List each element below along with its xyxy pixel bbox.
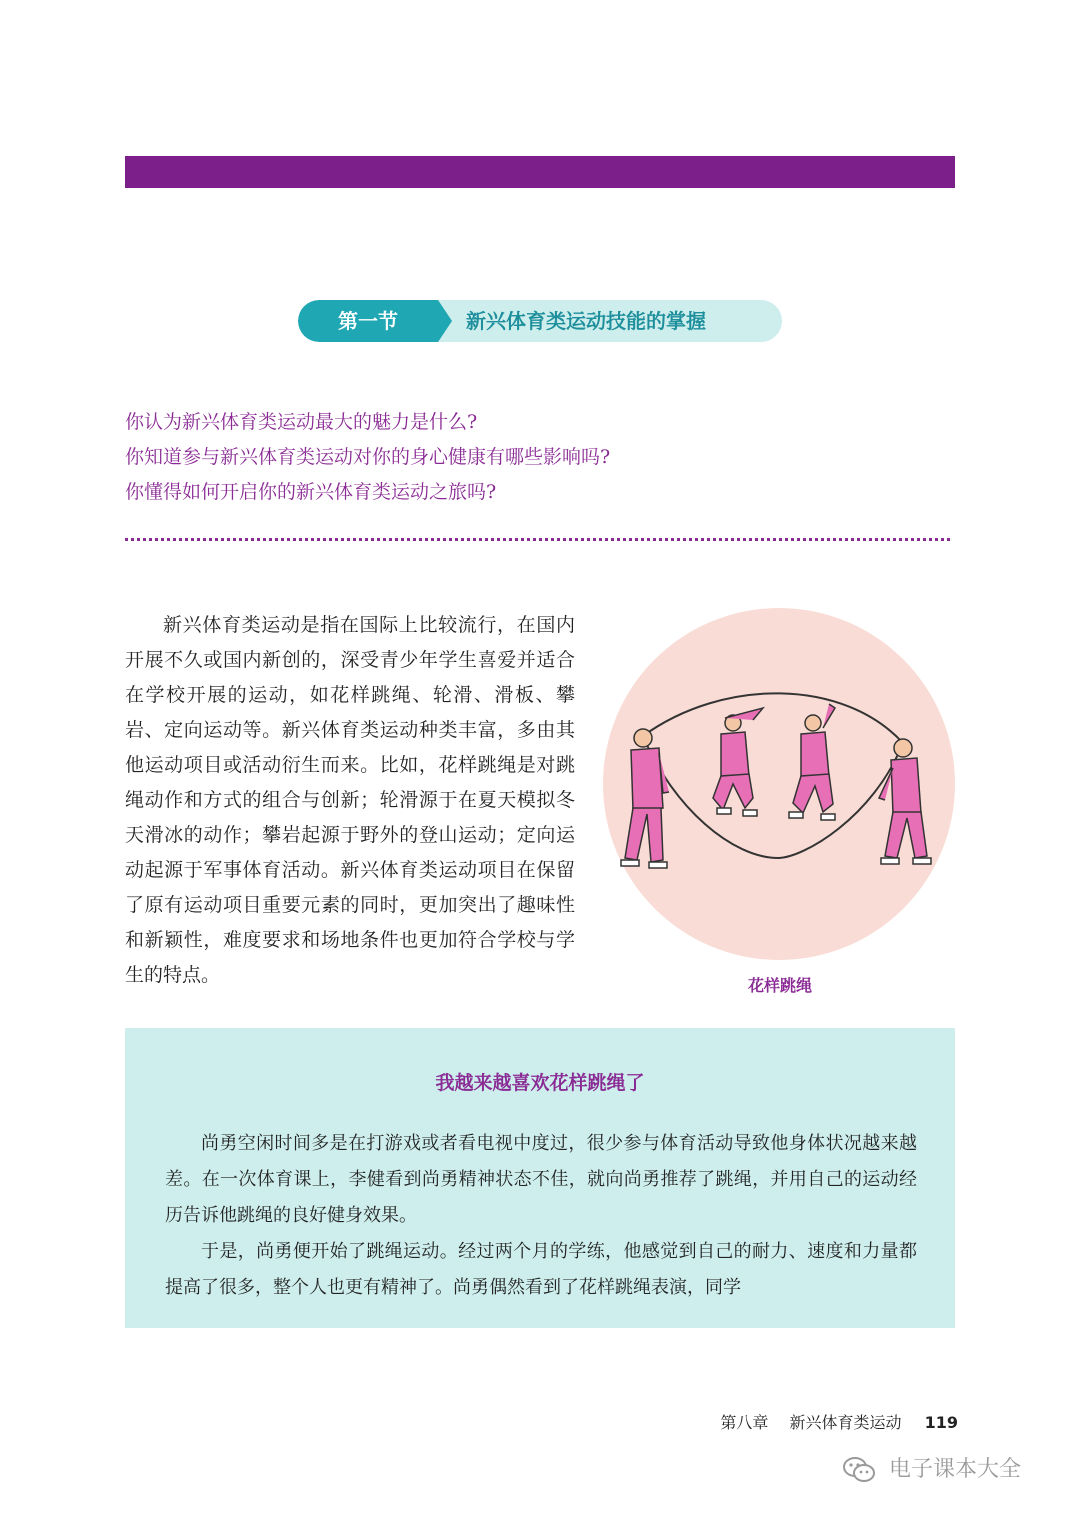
guiding-questions (125, 405, 945, 510)
watermark-text: 电子课本大全 (889, 1457, 1022, 1482)
footer-chapter-title: 新兴体育类运动 (789, 1413, 902, 1432)
section-label: 第一节 (298, 300, 438, 342)
story-paragraph-1: 尚勇空闲时间多是在打游戏或者看电视中度过，很少参与体育活动导致他身体状况越来越差。在一次体育课上，李健看到尚勇精神状态不佳，就向尚勇推荐了跳绳，并用自己的运动经历告诉他跳绳的良好健身效果。 (165, 1133, 917, 1226)
story-paragraph-2: 于是，尚勇便开始了跳绳运动。经过两个月的学练，他感觉到自己的耐力、速度和力量都提高了很多，整个人也更有精神了。尚勇偶然看到了花样跳绳表演，同学 (165, 1241, 917, 1298)
illustration-caption: 花样跳绳 (747, 976, 812, 995)
page-number: 119 (924, 1413, 958, 1432)
page-footer (720, 1410, 958, 1433)
header-bar (125, 156, 955, 188)
footer-chapter: 第八章 (720, 1413, 769, 1432)
story-title: 我越来越喜欢花样跳绳了 (435, 1072, 645, 1094)
watermark (842, 1452, 1021, 1484)
intro-paragraph: 新兴体育类运动是指在国际上比较流行，在国内开展不久或国内新创的，深受青少年学生喜爱并适合在学校开展的运动，如花样跳绳、轮滑、滑板、攀岩、定向运动等。新兴体育类运动种类丰富，多由其他运动项目或活动衍生而来。比如，花样跳绳是对跳绳动作和方式的组合与创新；轮滑源于在夏天模拟冬天滑冰的动作；攀岩起源于野外的登山运动；定向运动起源于军事体育活动。新兴体育类运动项目在保留了原有运动项目重要元素的同时，更加突出了趣味性和新颖性，难度要求和场地条件也更加符合学校与学生的特点。 (125, 614, 575, 986)
question-1: 你认为新兴体育类运动最大的魅力是什么? (125, 411, 478, 433)
intro-text (125, 608, 575, 993)
story-text (165, 1126, 917, 1306)
story-box (125, 1028, 955, 1328)
rope-skipping-illustration (603, 608, 955, 960)
dotted-divider (125, 538, 950, 541)
wechat-icon (842, 1456, 876, 1484)
section-header (298, 300, 782, 342)
question-2: 你知道参与新兴体育类运动对你的身心健康有哪些影响吗? (125, 446, 611, 468)
question-3: 你懂得如何开启你的新兴体育类运动之旅吗? (125, 481, 497, 503)
section-title: 新兴体育类运动技能的掌握 (466, 309, 706, 333)
